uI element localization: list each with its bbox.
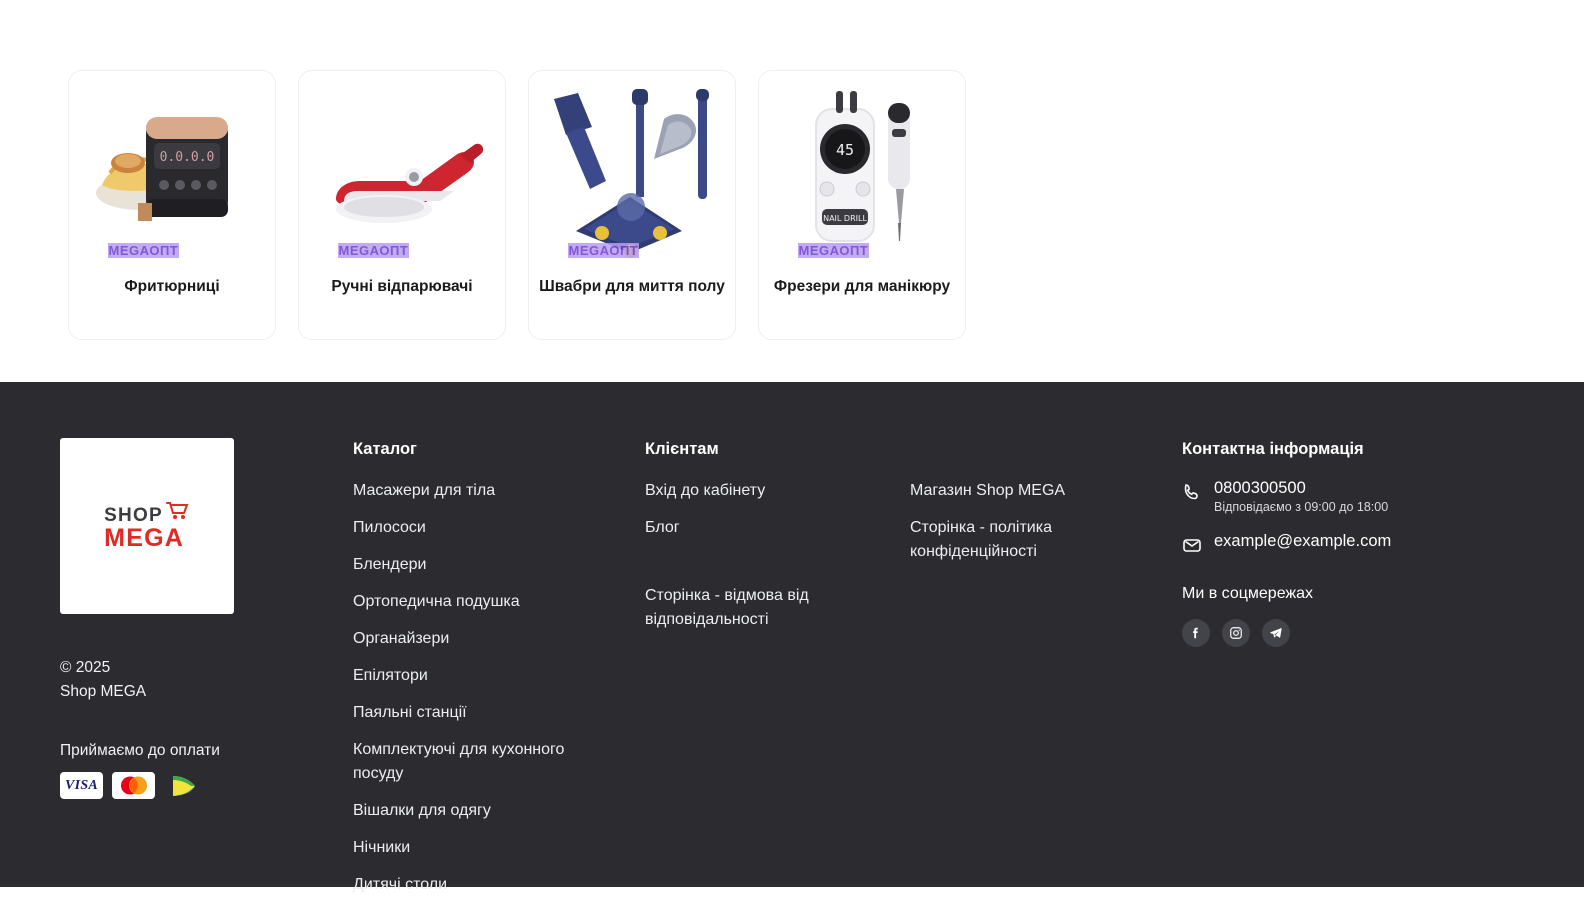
contact-email[interactable]: example@example.com: [1214, 532, 1392, 550]
footer-link-soldering-stations[interactable]: Паяльні станції: [353, 704, 467, 721]
svg-text:NAIL DRILL: NAIL DRILL: [822, 214, 867, 223]
footer-contact-heading: Контактна інформація: [1182, 440, 1364, 458]
footer-link-night-lights[interactable]: Нічники: [353, 839, 411, 856]
footer-link-massagers[interactable]: Масажери для тіла: [353, 482, 496, 499]
payments-title: Приймаємо до оплати: [60, 742, 220, 760]
category-thumbnail: [310, 81, 495, 266]
footer-brand-column: [60, 438, 353, 910]
facebook-icon[interactable]: [1182, 619, 1210, 647]
footer-link-blenders[interactable]: Блендери: [353, 556, 427, 573]
footer-pages-column: [910, 438, 1182, 910]
category-card-title: Ручні відпарювачі: [331, 278, 473, 295]
payments-row: [60, 772, 353, 799]
category-grid-section: [0, 0, 1584, 382]
category-thumbnail: [80, 81, 265, 266]
footer-link-disclaimer[interactable]: Сторінка - відмова від відповідальності: [645, 587, 809, 628]
logo-shop-text: SHOP: [104, 504, 163, 526]
category-card-nail-drill[interactable]: [758, 70, 966, 340]
category-thumbnail: [770, 81, 955, 266]
logo-mega-text: MEGA: [104, 523, 184, 552]
footer-link-privacy-policy[interactable]: Сторінка - політика конфіденційності: [910, 519, 1052, 560]
mail-icon: [1182, 535, 1202, 555]
instagram-icon[interactable]: [1222, 619, 1250, 647]
category-card-mop[interactable]: [528, 70, 736, 340]
footer-link-orthopedic-pillow[interactable]: Ортопедична подушка: [353, 593, 520, 610]
nail-drill-icon: [770, 81, 955, 266]
footer-link-cookware-parts[interactable]: Комплектуючі для кухонного посуду: [353, 741, 565, 782]
watermark-label: МЕGАОПТ: [798, 243, 869, 258]
watermark-label: МЕGАОПТ: [108, 243, 179, 258]
prostir-logo: [164, 772, 207, 799]
category-card-steamer[interactable]: [298, 70, 506, 340]
footer-link-kids-tables[interactable]: Дитячі столи: [353, 876, 448, 893]
footer-catalog-column: [353, 438, 645, 910]
footer-clients-column: [645, 438, 910, 910]
footer-link-shop[interactable]: Магазин Shop MEGA: [910, 482, 1066, 499]
phone-icon: [1182, 482, 1202, 502]
footer-link-vacuums[interactable]: Пилососи: [353, 519, 426, 536]
copyright-year: © 2025: [60, 659, 111, 676]
category-card-title: Швабри для миття полу: [539, 278, 725, 295]
copyright-name: Shop MEGA: [60, 683, 147, 701]
footer-catalog-heading: Каталог: [353, 440, 417, 458]
footer-link-organizers[interactable]: Органайзери: [353, 630, 450, 647]
contact-phone-row[interactable]: [1182, 479, 1524, 514]
footer-logo[interactable]: [60, 438, 234, 614]
watermark-label: МЕGАОПТ: [568, 243, 639, 258]
site-footer: [0, 382, 1584, 893]
category-thumbnail: [540, 81, 725, 266]
svg-text:0.0.0.0: 0.0.0.0: [159, 150, 214, 165]
contact-email-row[interactable]: [1182, 532, 1524, 555]
footer-link-account-login[interactable]: Вхід до кабінету: [645, 482, 766, 499]
footer-contact-column: [1182, 438, 1524, 910]
telegram-icon[interactable]: [1262, 619, 1290, 647]
category-card-air-fryer[interactable]: [68, 70, 276, 340]
contact-phone[interactable]: 0800300500: [1214, 479, 1306, 497]
shopping-cart-icon: [166, 501, 190, 525]
copyright-block: [60, 656, 353, 704]
mastercard-logo: [112, 772, 155, 799]
footer-link-hangers[interactable]: Вішалки для одягу: [353, 802, 491, 819]
category-card-title: Фрезери для манікюру: [773, 278, 951, 295]
air-fryer-icon: [80, 81, 265, 266]
social-row: [1182, 619, 1524, 647]
visa-logo: VISA: [60, 772, 103, 799]
contact-phone-note: Відповідаємо з 09:00 до 18:00: [1214, 500, 1389, 514]
category-row: [68, 70, 966, 340]
watermark-label: МЕGАОПТ: [338, 243, 409, 258]
svg-text:45: 45: [835, 141, 854, 159]
handheld-steamer-icon: [310, 81, 495, 266]
floor-mop-icon: [540, 81, 725, 266]
footer-clients-heading: Клієнтам: [645, 440, 719, 458]
footer-link-epilators[interactable]: Епілятори: [353, 667, 428, 684]
footer-link-blog[interactable]: Блог: [645, 519, 680, 536]
category-card-title: Фритюрниці: [124, 278, 220, 295]
social-title: Ми в соцмережах: [1182, 585, 1314, 602]
